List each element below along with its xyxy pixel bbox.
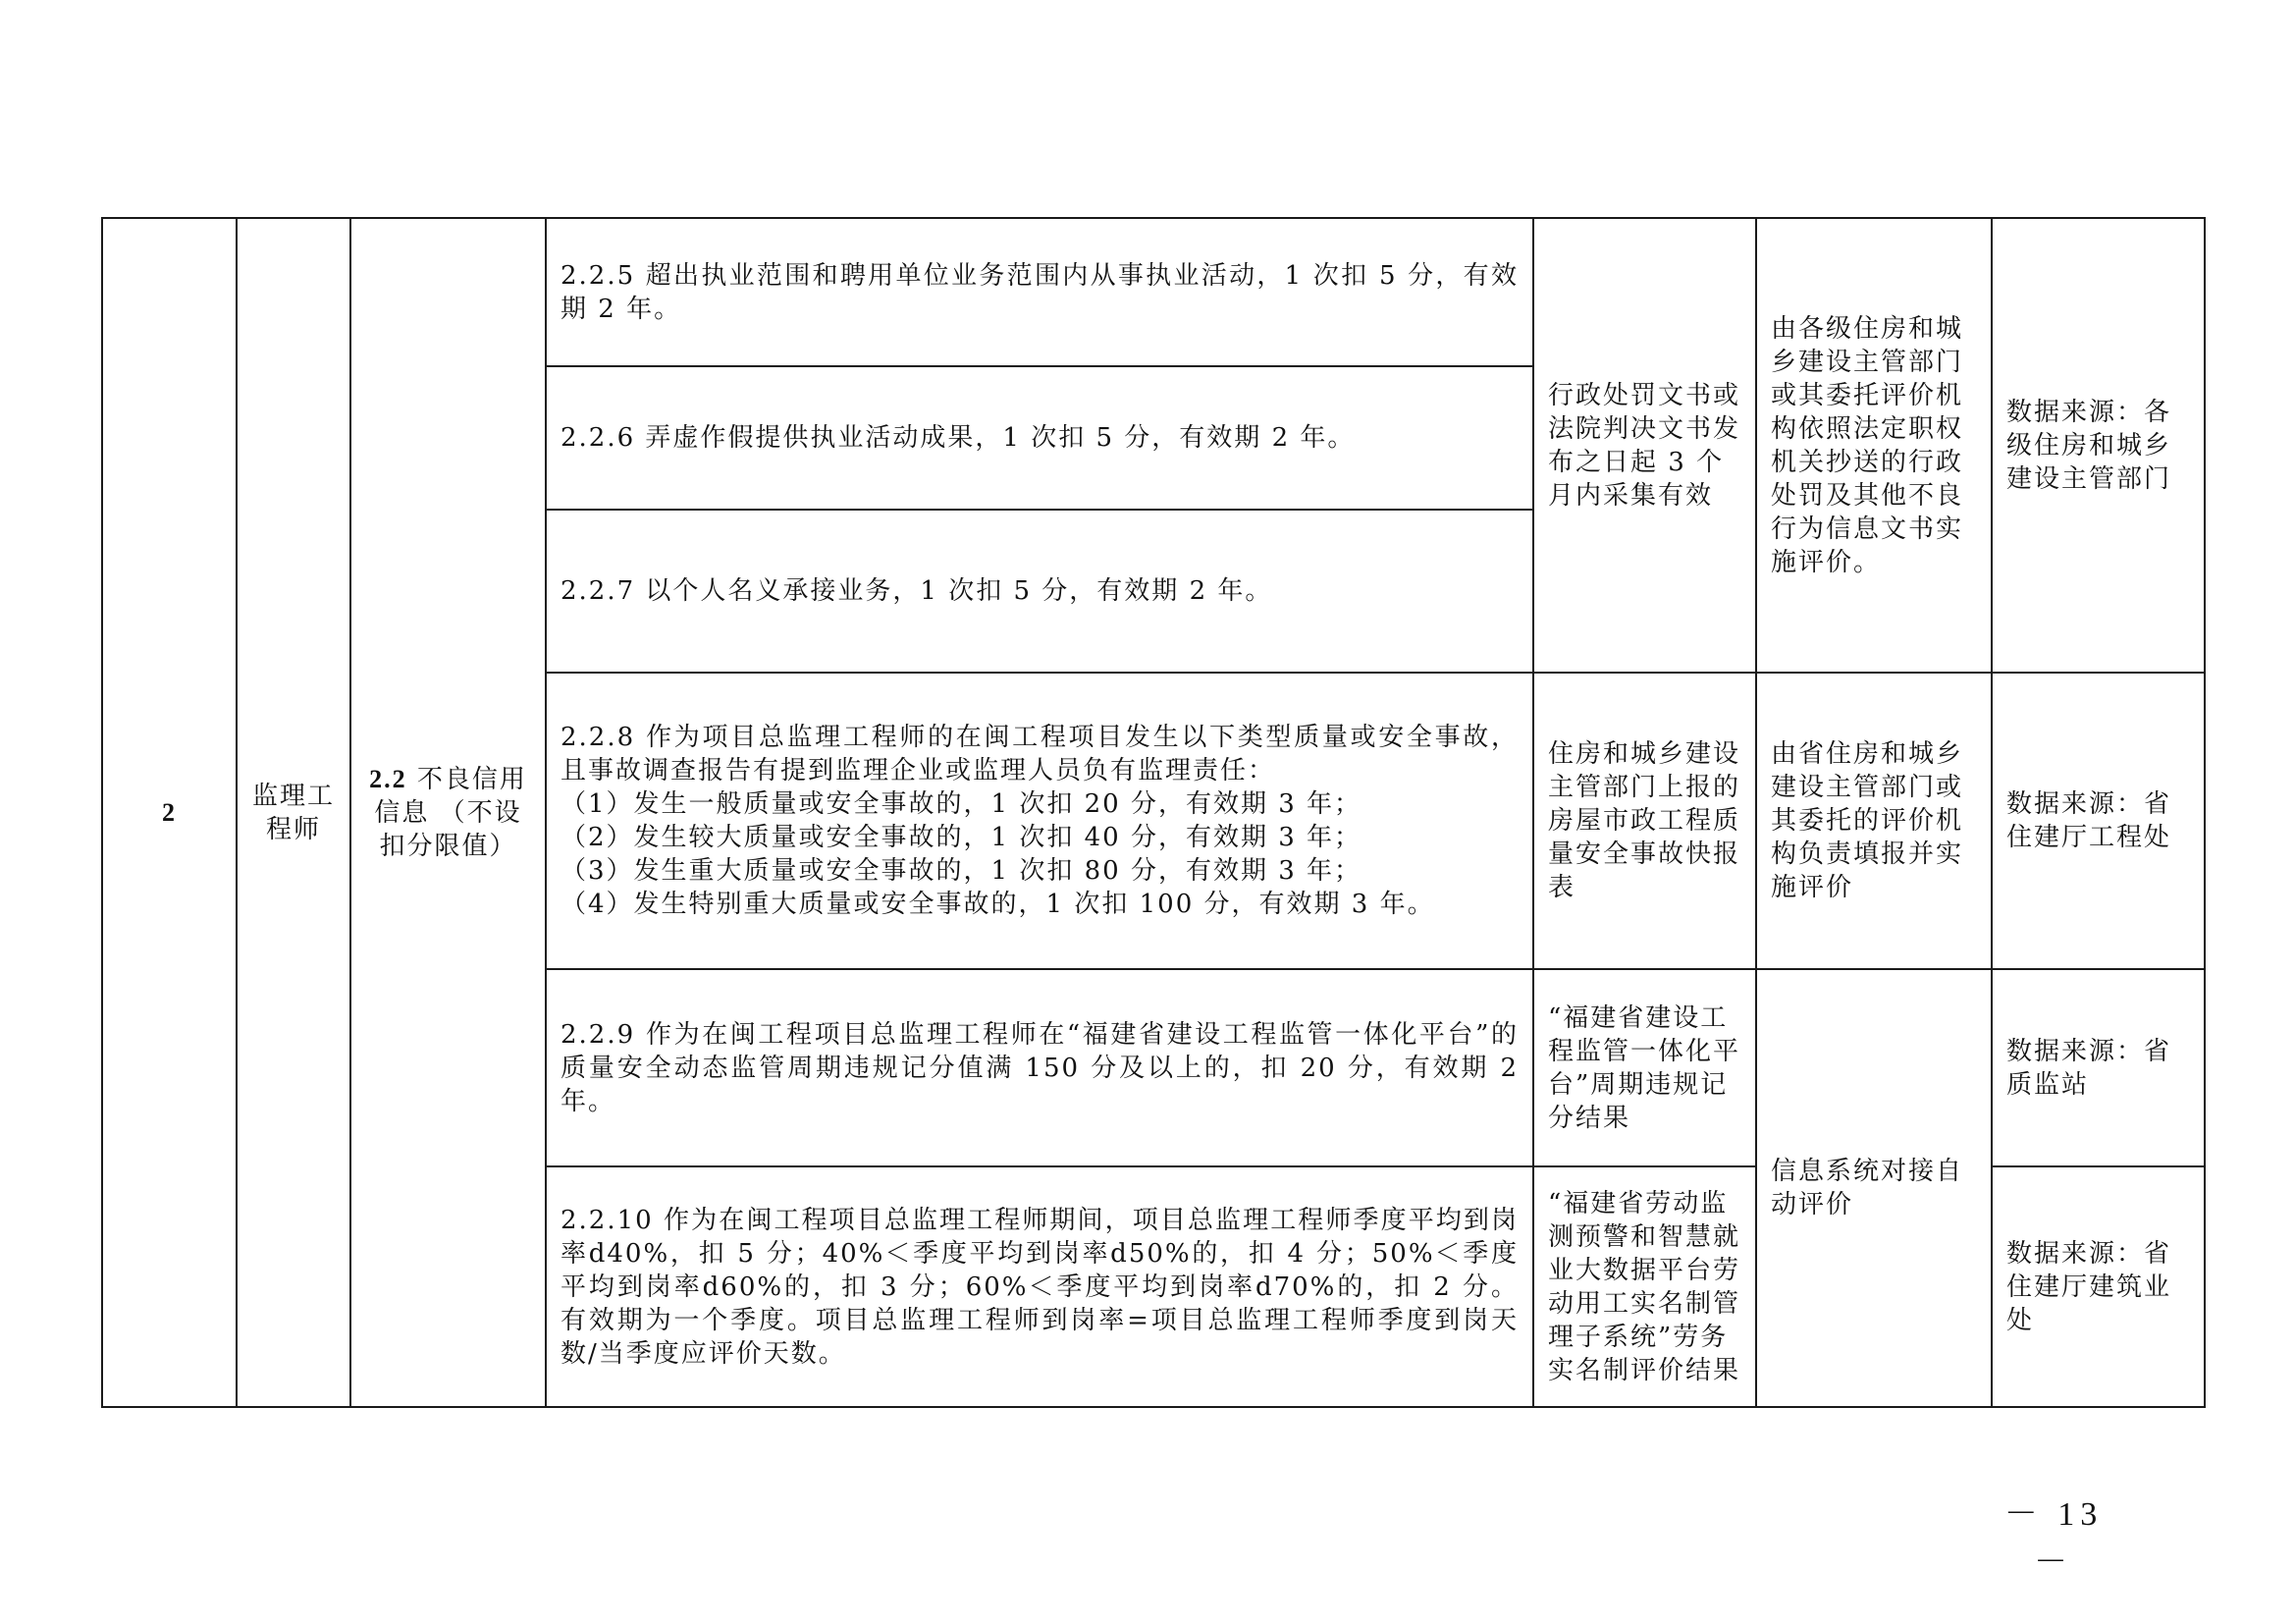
method-cell-local-departments: 由各级住房和城乡建设主管部门或其委托评价机构依照法定职权机关抄送的行政处罚及其他不良行为信息文书实施评价。 <box>1756 218 1992 673</box>
basis-cell-labor-platform: “福建省劳动监测预警和智慧就业大数据平台劳动用工实名制管理子系统”劳务实名制评价结果 <box>1533 1166 1756 1407</box>
source-cell-quality-station: 数据来源：省质监站 <box>1992 969 2205 1166</box>
category-note: （不设扣分限值） <box>379 797 522 861</box>
table-row <box>102 218 2205 366</box>
source-cell-local-departments: 数据来源：各级住房和城乡建设主管部门 <box>1992 218 2205 673</box>
source-cell-construction-office: 数据来源：省住建厅建筑业处 <box>1992 1166 2205 1407</box>
category-title: 不良信用信息 <box>374 764 527 828</box>
item-2-2-10: 2.2.10 作为在闽工程项目总监理工程师期间，项目总监理工程师季度平均到岗率d40%，扣 5 分；40%＜季度平均到岗率d50%的，扣 4 分；50%＜季度平均到岗率d60%的，扣 3 分；60%＜季度平均到岗率d70%的，扣 2 分。有效期为一个季度。项目总监理工程师到岗率=项目总监理工程师季度到岗天数/当季度应评价天数。 <box>546 1166 1533 1407</box>
category-number: 2.2 <box>369 764 407 793</box>
basis-cell-platform-score: “福建省建设工程监管一体化平台”周期违规记分结果 <box>1533 969 1756 1166</box>
item-2-2-8-clause-4: （4）发生特别重大质量或安全事故的，1 次扣 100 分，有效期 3 年。 <box>561 890 1435 919</box>
item-2-2-8 <box>546 673 1533 969</box>
item-2-2-8-clause-3: （3）发生重大质量或安全事故的，1 次扣 80 分，有效期 3 年； <box>561 856 1362 886</box>
credit-evaluation-table <box>101 217 2206 1408</box>
item-2-2-8-clause-2: （2）发生较大质量或安全事故的，1 次扣 40 分，有效期 3 年； <box>561 823 1362 852</box>
row-number-cell: 2 <box>102 218 237 1407</box>
basis-cell-accident-report: 住房和城乡建设主管部门上报的房屋市政工程质量安全事故快报表 <box>1533 673 1756 969</box>
role-cell: 监理工程师 <box>237 218 350 1407</box>
method-cell-provincial-department: 由省住房和城乡建设主管部门或其委托的评价机构负责填报并实施评价 <box>1756 673 1992 969</box>
item-2-2-7: 2.2.7 以个人名义承接业务，1 次扣 5 分，有效期 2 年。 <box>546 510 1533 673</box>
item-2-2-6: 2.2.6 弄虚作假提供执业活动成果，1 次扣 5 分，有效期 2 年。 <box>546 366 1533 510</box>
item-2-2-5: 2.2.5 超出执业范围和聘用单位业务范围内从事执业活动，1 次扣 5 分，有效期 2 年。 <box>546 218 1533 366</box>
category-cell <box>350 218 546 1407</box>
method-cell-system-auto: 信息系统对接自动评价 <box>1756 969 1992 1407</box>
basis-cell-penalty-docs: 行政处罚文书或法院判决文书发布之日起 3 个月内采集有效 <box>1533 218 1756 673</box>
item-2-2-9: 2.2.9 作为在闽工程项目总监理工程师在“福建省建设工程监管一体化平台”的质量安全动态监管周期违规记分值满 150 分及以上的，扣 20 分，有效期 2 年。 <box>546 969 1533 1166</box>
item-2-2-8-clause-1: （1）发生一般质量或安全事故的，1 次扣 20 分，有效期 3 年； <box>561 789 1362 819</box>
page-number: － 13 － <box>2003 1496 2104 1581</box>
item-2-2-8-intro: 2.2.8 作为项目总监理工程师的在闽工程项目发生以下类型质量或安全事故，且事故调查报告有提到监理企业或监理人员负有监理责任： <box>561 723 1519 785</box>
source-cell-engineering-office: 数据来源：省住建厅工程处 <box>1992 673 2205 969</box>
